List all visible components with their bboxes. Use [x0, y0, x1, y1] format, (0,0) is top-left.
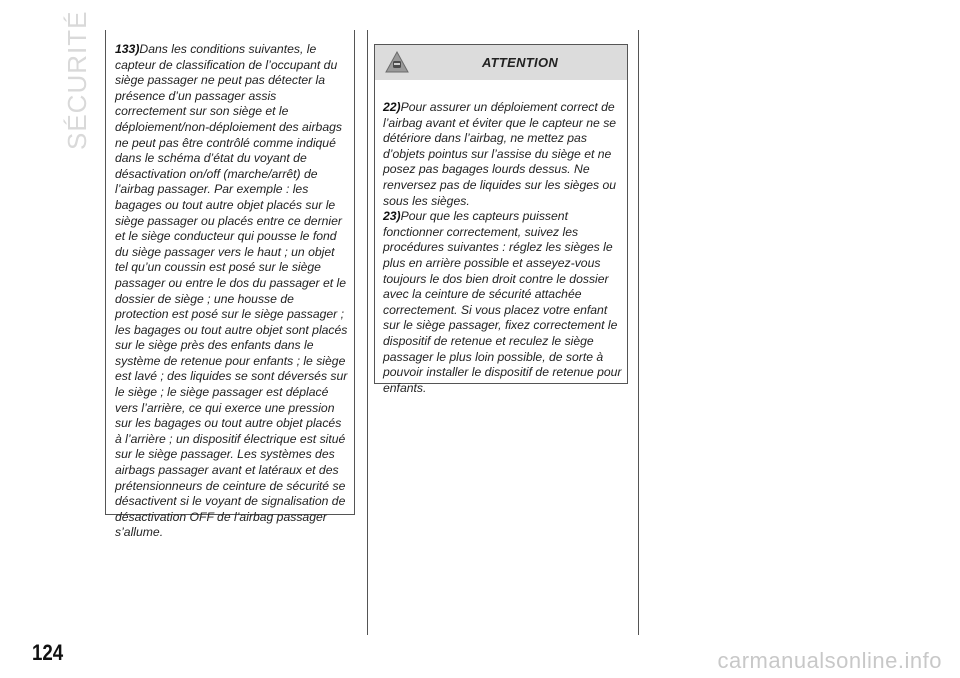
warning-item-text: Pour que les capteurs puissent fonctionner correctement, suivez les procédures suivantes : réglez les sièges le plus en arrière possible et asseyez-vous toujours le dos bien droit contre le dossier avec la ceinture de sécurité attachée correctement. Si vous placez votre enfant sur le siège passager, fixez correctement le dispositif de retenue et reculez le siège passager le plus loin possible, de sorte à pouvoir installer le dispositif de retenue pour enfants.: [383, 209, 622, 395]
warning-item-text: Pour assurer un déploiement correct de l’airbag avant et éviter que le capteur ne se détériore dans l’airbag, ne mettez pas d’objets pointus sur l’assise du siège et ne posez pas bagages lourds dessus. Ne renversez pas de liquides sur les sièges ou sous les sièges.: [383, 100, 617, 208]
note-box: [105, 30, 355, 540]
warning-item-ref: 23): [383, 209, 401, 224]
column-divider-left: [367, 30, 368, 635]
warning-item-ref: 22): [383, 100, 401, 114]
note-ref: 133): [115, 42, 140, 56]
warning-box: [374, 44, 628, 395]
section-title-text: SÉCURITÉ: [62, 10, 92, 150]
watermark: carmanualsonline.info: [717, 648, 942, 673]
warning-item: [383, 100, 623, 209]
warning-header: [375, 45, 627, 80]
warning-item: [383, 209, 623, 396]
note-text: Dans les conditions suivantes, le capteur de classification de l’occupant du siège passager ne peut pas détecter la présence d’un passager assis correctement sur son siège et le déploiement/non-déploiement des airbags ne peut pas être contrôlé comme indiqué dans le schéma d’état du voyant de désactivation on/off (marche/arrêt) de l’airbag passager. Par exemple : les bagages ou tout autre objet placés sur le siège passager ou placés entre ce dernier et le siège conducteur qui pousse le fond du siège passager vers le haut ; un objet tel qu’un coussin est posé sur le siège passager ou entre le dos du passager et le dossier de siège ; une housse de protection est posé sur le siège passager ; les bagages ou tout autre objet sont placés sur le siège près des enfants dans le système de retenue pour enfants ; le siège est lavé ; des liquides se sont déversés sur le siège ; le siège passager est déplacé vers l’arrière, ce qui exerce une pression sur les bagages ou tout autre objet placés à l’arrière ; un dispositif électrique est situé sur le siège passager. Les systèmes des airbags passager avant et latéraux et des prétensionneurs de ceinture de sécurité se désactivent si le voyant de signalisation de désactivation OFF de l’airbag passager s’allume.: [115, 42, 348, 540]
warning-title: ATTENTION: [481, 55, 559, 70]
page-number: 124: [32, 640, 64, 665]
warning-body: [375, 80, 627, 396]
section-title: [48, 10, 92, 150]
column-divider-right: [638, 30, 639, 635]
